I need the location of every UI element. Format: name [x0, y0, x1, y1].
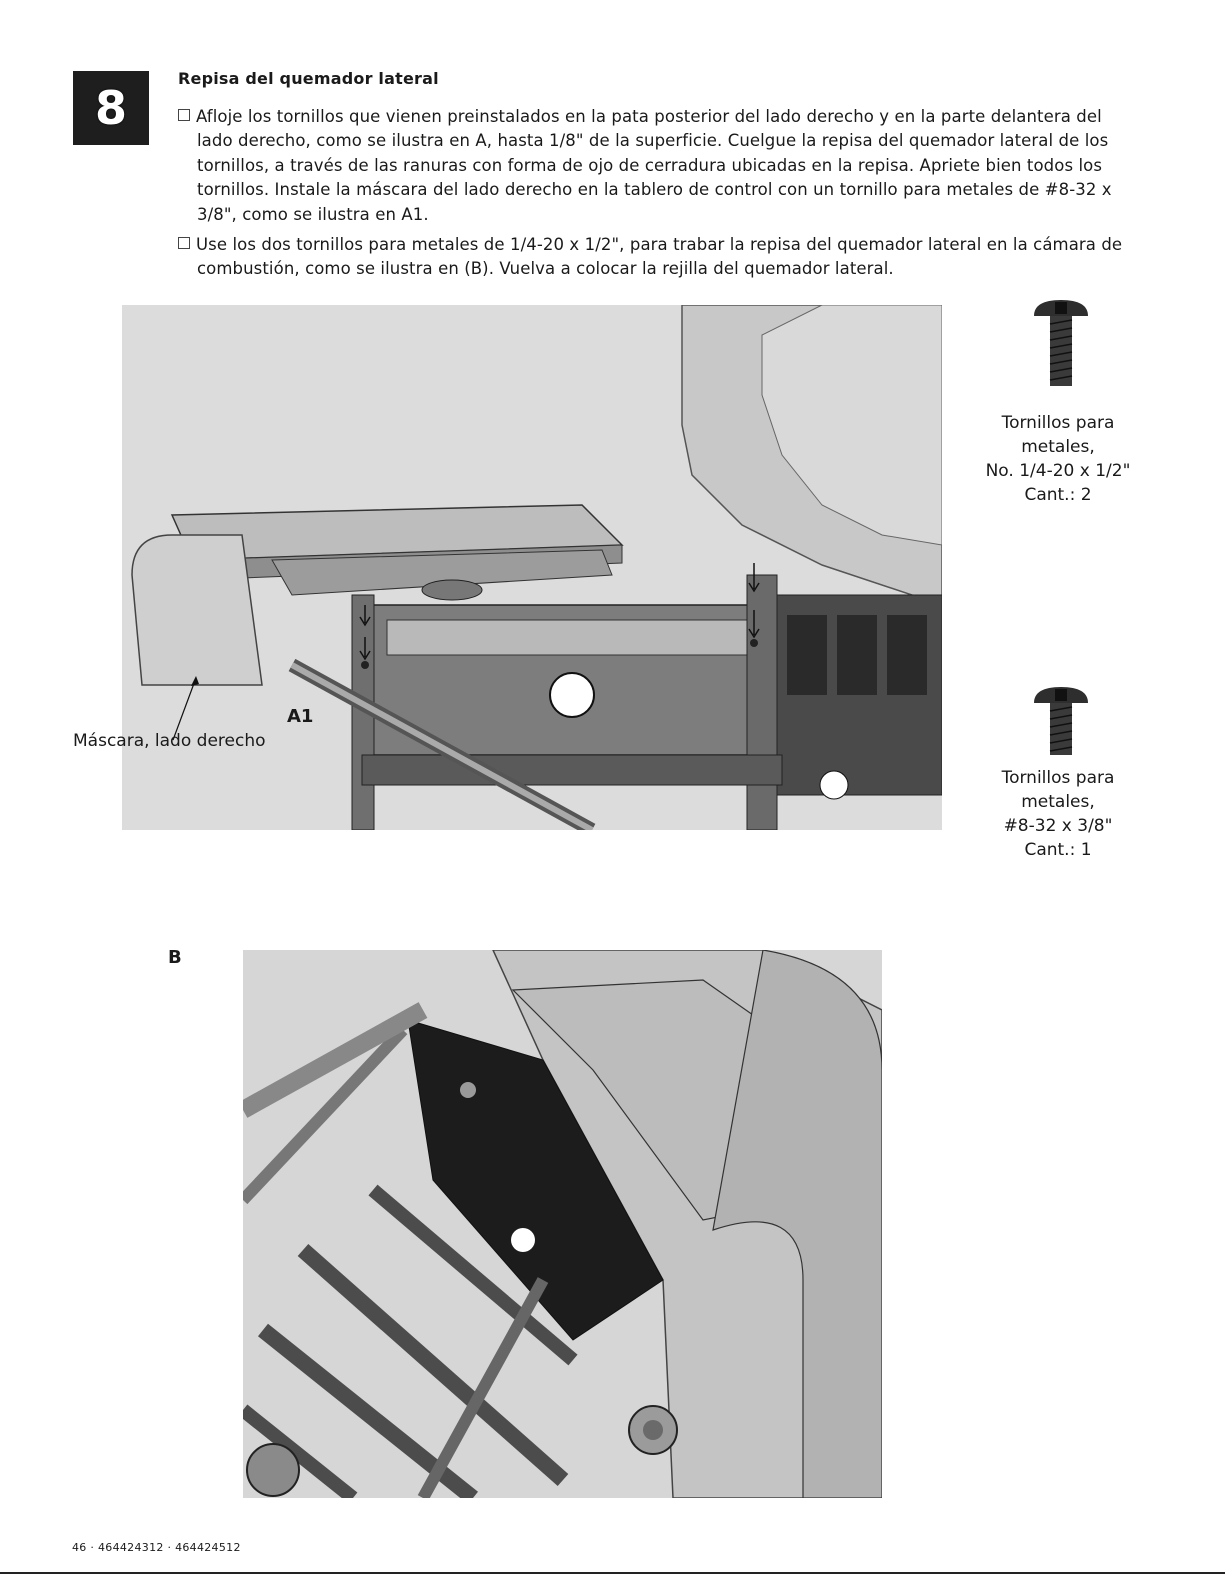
- hardware-type: metales,: [1021, 437, 1095, 457]
- instruction-item: [178, 233, 1138, 282]
- page-footer: 46 · 464424312 · 464424512: [72, 1541, 241, 1554]
- step-number: 8: [94, 81, 127, 135]
- figure-a-illustration: [122, 305, 942, 830]
- hardware-item: [968, 411, 1148, 507]
- hardware-quantity: Cant.: 2: [1024, 485, 1092, 505]
- hardware-name: Tornillos para: [1001, 768, 1115, 788]
- bottom-divider: [0, 1572, 1225, 1574]
- mask-callout-label: Máscara, lado derecho: [73, 731, 266, 751]
- machine-screw-long-icon: [1026, 296, 1096, 388]
- checkbox-icon[interactable]: [178, 109, 190, 121]
- instruction-list: [178, 105, 1138, 288]
- step-number-badge: [73, 71, 149, 145]
- instruction-text: Use los dos tornillos para metales de 1/4-20 x 1/2", para trabar la repisa del quemador lateral en la cámara de combustión, como se ilustra en (B). Vuelva a colocar la rejilla del quemador lateral.: [196, 235, 1123, 279]
- hardware-size: #8-32 x 3/8": [1003, 816, 1113, 836]
- hardware-quantity: Cant.: 1: [1024, 840, 1092, 860]
- instruction-item: [178, 105, 1138, 227]
- machine-screw-short-icon: [1026, 683, 1096, 757]
- hardware-type: metales,: [1021, 792, 1095, 812]
- grill-side-shelf-drawing: [122, 305, 942, 830]
- instruction-text: Afloje los tornillos que vienen preinstalados en la pata posterior del lado derecho y en la parte delantera del lado derecho, como se ilustra en A, hasta 1/8" de la superficie. Cuelgue la repisa del quemador lateral de los tornillos, a través de las ranuras con forma de ojo de cerradura ubicadas en la repisa. Apriete bien todos los tornillos. Instale la máscara del lado derecho en la tablero de control con un tornillo para metales de #8-32 x 3/8", como se ilustra en A1.: [196, 107, 1112, 224]
- hardware-size: No. 1/4-20 x 1/2": [985, 461, 1131, 481]
- figure-a1-label: A1: [287, 706, 314, 727]
- firebox-shelf-drawing: [243, 950, 882, 1498]
- checkbox-icon[interactable]: [178, 237, 190, 249]
- figure-b-illustration: [243, 950, 882, 1498]
- hardware-name: Tornillos para: [1001, 413, 1115, 433]
- step-title: Repisa del quemador lateral: [178, 69, 439, 88]
- hardware-item: [968, 766, 1148, 862]
- figure-b-label: B: [168, 947, 182, 968]
